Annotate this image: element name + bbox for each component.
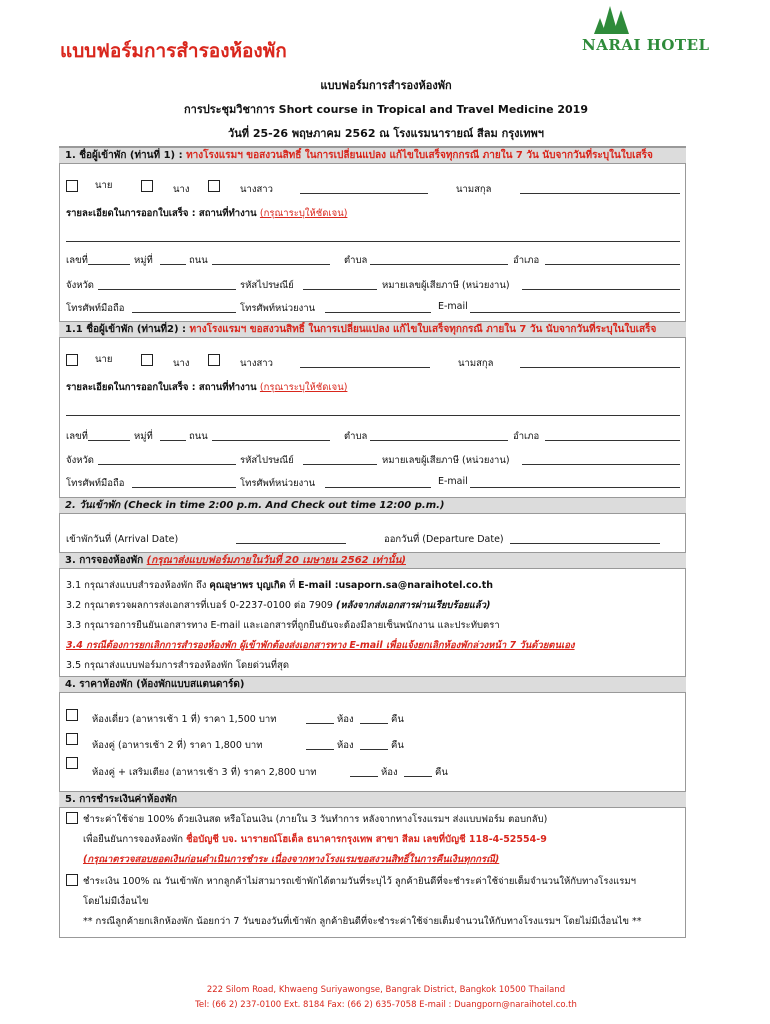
- payment-header: 5. การชำระเงินค่าห้องพัก: [59, 791, 686, 808]
- title-miss-label: นางสาว: [240, 184, 273, 195]
- rate-single-rooms-label: ห้อง: [337, 714, 354, 725]
- g2-province-label: จังหวัด: [66, 455, 94, 466]
- payment-line-2: เพื่อยืนยันการจองห้องพัก ชื่อบัญชี บจ. นารายณ์โฮเต็ล ธนาคารกรุงเทพ สาขา สีลม เลขที่บัญชี 118-4-52554-9: [83, 834, 547, 845]
- booking-line-1: 3.1 กรุณาส่งแบบสำรองห้องพัก ถึง คุณอุษาพร บุญเกิด ที่ E-mail :usaporn.sa@naraihotel.co.th: [66, 580, 494, 591]
- g2-postcode-label: รหัสไปรษณีย์: [240, 455, 294, 466]
- g2-email-field[interactable]: [470, 487, 680, 488]
- email-field[interactable]: [470, 312, 680, 313]
- departure-label: ออกวันที่ (Departure Date): [384, 534, 504, 545]
- logo-text: NARAI HOTEL: [582, 36, 710, 54]
- page-title: แบบฟอร์มการสำรองห้องพัก: [60, 40, 287, 62]
- logo-icon: [580, 4, 710, 38]
- rate-double-nights-field[interactable]: [360, 749, 388, 750]
- pay-checkin-checkbox[interactable]: [66, 874, 78, 886]
- g2-title-mrs-label: นาง: [173, 358, 190, 369]
- taxid-label: หมายเลขผู้เสียภาษี (หน่วยงาน): [382, 280, 510, 291]
- g2-road-field[interactable]: [212, 440, 330, 441]
- office-phone-label: โทรศัพท์หน่วยงาน: [240, 303, 316, 314]
- g2-district-label: อำเภอ: [513, 431, 540, 442]
- g2-moo-label: หมู่ที่: [134, 431, 153, 442]
- rate-double-checkbox[interactable]: [66, 733, 78, 745]
- g2-firstname-field[interactable]: [300, 367, 430, 368]
- firstname-field[interactable]: [300, 193, 428, 194]
- footer-contact: Tel: (66 2) 237-0100 Ext. 8184 Fax: (66 2) 635-7058 E-mail : Duangporn@naraihotel.co.th: [195, 1000, 577, 1010]
- rate-triple-label: ห้องคู่ + เสริมเตียง (อาหารเช้า 3 ที่) ราคา 2,800 บาท: [92, 767, 317, 778]
- title-mr-label: นาย: [95, 180, 113, 191]
- g2-moo-field[interactable]: [160, 440, 186, 441]
- event-date: วันที่ 25-26 พฤษภาคม 2562 ณ โรงแรมนารายณ์ สีลม กรุงเทพฯ: [228, 127, 544, 140]
- event-title: การประชุมวิชาการ Short course in Tropical and Travel Medicine 2019: [184, 103, 588, 116]
- payment-line-4: ชำระเงิน 100% ณ วันเข้าพัก หากลูกค้าไม่สามารถเข้าพักได้ตามวันที่ระบุไว้ ลูกค้ายินดีที่จะชำระค่าใช้จ่ายเต็มจำนวนให้กับทางโรงแรมฯ: [83, 876, 636, 887]
- rate-single-nights-field[interactable]: [360, 723, 388, 724]
- g2-title-mr-checkbox[interactable]: [66, 354, 78, 366]
- g2-taxid-label: หมายเลขผู้เสียภาษี (หน่วยงาน): [382, 455, 510, 466]
- moo-field[interactable]: [160, 264, 186, 265]
- g2-district-field[interactable]: [545, 440, 680, 441]
- g2-mobile-field[interactable]: [132, 487, 236, 488]
- moo-label: หมู่ที่: [134, 255, 153, 266]
- road-label: ถนน: [189, 255, 208, 266]
- district-field[interactable]: [545, 264, 680, 265]
- rate-triple-nights-label: คืน: [435, 767, 448, 778]
- payment-line-3: (กรุณาตรวจสอบยอดเงินก่อนดำเนินการชำระ เนื่องจากทางโรงแรมขอสงวนสิทธิ์ในการคืนเงินทุกกรณี): [83, 854, 500, 865]
- title-mr-checkbox[interactable]: [66, 180, 78, 192]
- receipt-label: รายละเอียดในการออกใบเสร็จ : สถานที่ทำงาน (กรุณาระบุให้ชัดเจน): [66, 208, 348, 219]
- departure-field[interactable]: [510, 543, 660, 544]
- g2-receipt-label: รายละเอียดในการออกใบเสร็จ : สถานที่ทำงาน (กรุณาระบุให้ชัดเจน): [66, 382, 348, 393]
- rate-double-rooms-label: ห้อง: [337, 740, 354, 751]
- mobile-field[interactable]: [132, 312, 236, 313]
- payment-line-5: โดยไม่มีเงื่อนไข: [83, 896, 149, 907]
- g2-addr-no-label: เลขที่: [66, 431, 88, 442]
- email-label: E-mail: [438, 301, 468, 312]
- rate-double-label: ห้องคู่ (อาหารเช้า 2 ที่) ราคา 1,800 บาท: [92, 740, 263, 751]
- office-phone-field[interactable]: [325, 312, 431, 313]
- rate-triple-rooms-label: ห้อง: [381, 767, 398, 778]
- booking-line-4: 3.4 กรณีต้องการยกเลิกการสำรองห้องพัก ผู้เข้าพักต้องส่งเอกสารทาง E-mail เพื่อแจ้งยกเลิกห้องพักล่วงหน้า 7 วันด้วยตนเอง: [66, 640, 575, 651]
- rate-triple-rooms-field[interactable]: [350, 776, 378, 777]
- postcode-field[interactable]: [303, 289, 377, 290]
- rate-double-rooms-field[interactable]: [306, 749, 334, 750]
- subdistrict-label: ตำบล: [344, 255, 368, 266]
- arrival-field[interactable]: [236, 543, 346, 544]
- subdistrict-field[interactable]: [370, 264, 508, 265]
- province-label: จังหวัด: [66, 280, 94, 291]
- g2-office-phone-field[interactable]: [325, 487, 431, 488]
- surname-field[interactable]: [520, 193, 680, 194]
- g2-title-mr-label: นาย: [95, 354, 113, 365]
- booking-line-5: 3.5 กรุณาส่งแบบฟอร์มการสำรองห้องพัก โดยด่วนที่สุด: [66, 660, 290, 671]
- g2-title-miss-label: นางสาว: [240, 358, 273, 369]
- g2-addr-no-field[interactable]: [88, 440, 130, 441]
- hotel-logo: [580, 4, 710, 56]
- g2-email-label: E-mail: [438, 476, 468, 487]
- rate-single-nights-label: คืน: [391, 714, 404, 725]
- mobile-label: โทรศัพท์มือถือ: [66, 303, 125, 314]
- guest1-header: 1. ชื่อผู้เข้าพัก (ท่านที่ 1) : ทางโรงแรมฯ ขอสงวนสิทธิ์ ในการเปลี่ยนแปลง แก้ไขใบเสร็จทุกกรณี ภายใน 7 วัน นับจากวันที่ระบุในใบเสร็จ: [59, 147, 686, 164]
- rate-double-nights-label: คืน: [391, 740, 404, 751]
- pay-transfer-checkbox[interactable]: [66, 812, 78, 824]
- rate-single-rooms-field[interactable]: [306, 723, 334, 724]
- stay-header: 2. วันเข้าพัก (Check in time 2:00 p.m. And Check out time 12:00 p.m.): [59, 497, 686, 514]
- district-label: อำเภอ: [513, 255, 540, 266]
- g2-road-label: ถนน: [189, 431, 208, 442]
- g2-mobile-label: โทรศัพท์มือถือ: [66, 478, 125, 489]
- rate-single-checkbox[interactable]: [66, 709, 78, 721]
- g2-title-miss-checkbox[interactable]: [208, 354, 220, 366]
- rate-triple-nights-field[interactable]: [404, 776, 432, 777]
- booking-line-2: 3.2 กรุณาตรวจผลการส่งเอกสารที่เบอร์ 0-2237-0100 ต่อ 7909 (หลังจากส่งเอกสารผ่านเรียบร้อยแล้ว): [66, 600, 491, 611]
- g2-postcode-field[interactable]: [303, 464, 377, 465]
- title-mrs-label: นาง: [173, 184, 190, 195]
- rate-single-label: ห้องเดี่ยว (อาหารเช้า 1 ที่) ราคา 1,500 บาท: [92, 714, 277, 725]
- g2-office-phone-label: โทรศัพท์หน่วยงาน: [240, 478, 316, 489]
- surname-label: นามสกุล: [456, 184, 492, 195]
- g2-province-field[interactable]: [98, 464, 236, 465]
- g2-surname-label: นามสกุล: [458, 358, 494, 369]
- guest2-header: 1.1 ชื่อผู้เข้าพัก (ท่านที่2) : ทางโรงแรมฯ ขอสงวนสิทธิ์ ในการเปลี่ยนแปลง แก้ไขใบเสร็จทุกกรณี ภายใน 7 วัน นับจากวันที่ระบุในใบเสร็จ: [59, 321, 686, 338]
- province-field[interactable]: [98, 289, 236, 290]
- road-field[interactable]: [212, 264, 330, 265]
- booking-header: 3. การจองห้องพัก (กรุณาส่งแบบฟอร์มภายในวันที่ 20 เมษายน 2562 เท่านั้น): [59, 552, 686, 569]
- title-miss-checkbox[interactable]: [208, 180, 220, 192]
- g2-surname-field[interactable]: [520, 367, 680, 368]
- g2-subdistrict-field[interactable]: [370, 440, 508, 441]
- postcode-label: รหัสไปรษณีย์: [240, 280, 294, 291]
- g2-workplace-field[interactable]: [66, 415, 680, 416]
- rates-header: 4. ราคาห้องพัก (ห้องพักแบบสแตนดาร์ด): [59, 676, 686, 693]
- title-mrs-checkbox[interactable]: [141, 180, 153, 192]
- booking-line-3: 3.3 กรุณารอการยืนยันเอกสารทาง E-mail และเอกสารที่ถูกยืนยันจะต้องมีลายเซ็นพนักงาน และประทับตรา: [66, 620, 500, 631]
- taxid-field[interactable]: [522, 289, 680, 290]
- g2-subdistrict-label: ตำบล: [344, 431, 368, 442]
- g2-taxid-field[interactable]: [522, 464, 680, 465]
- addr-no-label: เลขที่: [66, 255, 88, 266]
- payment-line-1: ชำระค่าใช้จ่าย 100% ด้วยเงินสด หรือโอนเงิน (ภายใน 3 วันทำการ หลังจากทางโรงแรมฯ ส่งแบบฟอร์ม ตอบกลับ): [83, 814, 548, 825]
- rate-triple-checkbox[interactable]: [66, 757, 78, 769]
- footer-address: 222 Silom Road, Khwaeng Suriyawongse, Bangrak District, Bangkok 10500 Thailand: [206, 985, 566, 995]
- arrival-label: เข้าพักวันที่ (Arrival Date): [66, 534, 179, 545]
- payment-line-6: ** กรณีลูกค้ายกเลิกห้องพัก น้อยกว่า 7 วันของวันที่เข้าพัก ลูกค้ายินดีที่จะชำระค่าใช้จ่ายเต็มจำนวนให้กับทางโรงแรมฯ โดยไม่มีเงื่อนไข **: [83, 916, 642, 927]
- g2-title-mrs-checkbox[interactable]: [141, 354, 153, 366]
- form-title: แบบฟอร์มการสำรองห้องพัก: [320, 79, 452, 92]
- addr-no-field[interactable]: [88, 264, 130, 265]
- workplace-field[interactable]: [66, 241, 680, 242]
